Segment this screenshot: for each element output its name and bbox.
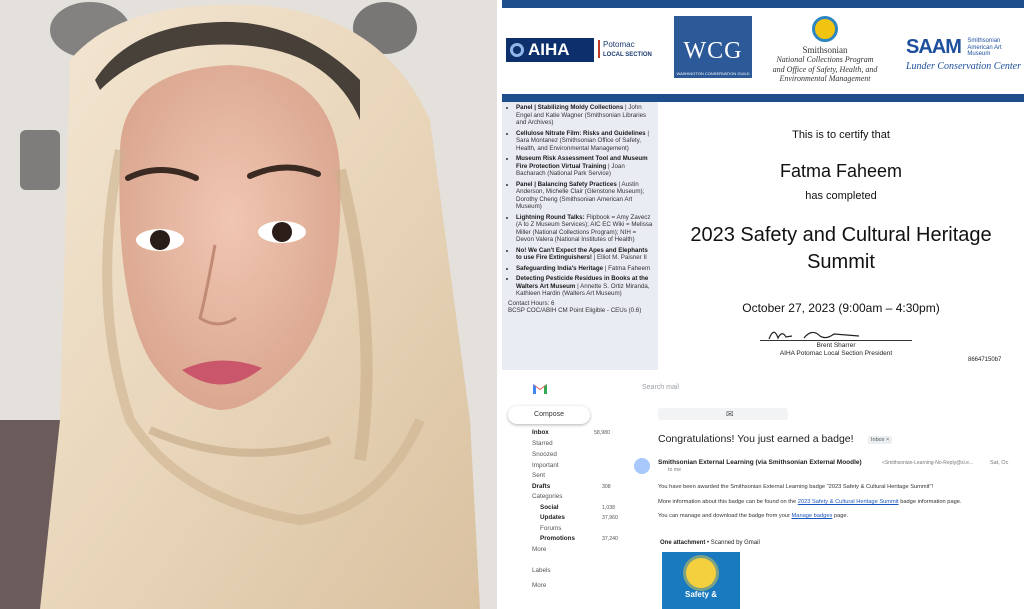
session-item	[516, 181, 654, 211]
nav-item-promotions[interactable]	[540, 535, 575, 542]
potomac-local-section-logo	[598, 40, 652, 60]
session-item	[516, 275, 654, 298]
session-title: Cellulose Nitrate Film: Risks and Guidelines	[516, 129, 646, 137]
certify-line: This is to certify that	[792, 129, 890, 141]
nav-item-starred[interactable]	[532, 440, 553, 447]
recipient-name: Fatma Faheem	[779, 161, 903, 181]
session-title: Panel | Balancing Safety Practices	[516, 180, 617, 188]
portrait-illustration	[0, 0, 497, 609]
badge-text: Safety &	[684, 590, 717, 599]
contact-hours: Contact Hours: 6	[508, 299, 555, 307]
session-list	[508, 104, 654, 298]
nav-item-label: More	[532, 546, 547, 553]
nav-item-label: Starred	[532, 440, 553, 447]
session-detail: Flipbook = Amy Zavecz (A to Z Museum Services); AIC EC Wiki = Melissa Miller (National Collections Program); NIH = Devon Valera (National Institutes of Health)	[516, 213, 653, 243]
session-item	[516, 214, 654, 244]
line2-prefix: More information about this badge can be found on the	[658, 499, 798, 505]
smithsonian-name: Smithsonian	[802, 45, 848, 55]
badge-sun-icon	[686, 558, 716, 588]
certificate-header-bar	[502, 94, 1024, 102]
saam-sub-1: Smithsonian	[967, 38, 1001, 44]
ceu-eligibility: BCSP COC/ABIH CM Point Eligible - CEUs (0.6)	[508, 307, 642, 314]
session-title: Panel | Stabilizing Moldy Collections	[516, 104, 624, 111]
nav-item-label: Important	[532, 462, 559, 469]
session-title: Safeguarding India's Heritage	[516, 264, 604, 272]
mail-toolbar	[658, 408, 788, 420]
potomac-bar-icon	[598, 40, 600, 58]
session-list-panel	[502, 102, 658, 370]
session-item	[516, 104, 654, 127]
certificate-top-bar	[502, 0, 1024, 8]
nav-item-count: 37,240	[602, 536, 618, 542]
saam-sub-2: American Art	[967, 44, 1002, 51]
session-detail: | Fatma Faheem	[603, 264, 651, 272]
line3-prefix: You can manage and download the badge from your	[658, 513, 792, 519]
recipient-to-me[interactable]: to me	[668, 467, 681, 473]
session-detail: | Austin Anderson, Michelle Clair (Glenstone Museum); Dorothy Cheng (Smithsonian American Art Museum)	[516, 180, 645, 210]
potomac-line-2: LOCAL SECTION	[603, 52, 652, 58]
email-body-line-1: You have been awarded the Smithsonian External Learning badge "2023 Safety & Cultural Heritage Summit"!	[658, 484, 934, 490]
email-subject: Congratulations! You just earned a badge!	[658, 433, 854, 445]
session-title: Museum Risk Assessment Tool and Museum Fire Protection Virtual Training	[516, 155, 648, 170]
nav-item-important[interactable]	[532, 462, 559, 469]
badge-attachment[interactable]	[662, 552, 740, 609]
email-body-line-3	[658, 513, 848, 519]
event-name: 2023 Safety and Cultural Heritage Summit	[690, 224, 992, 273]
certificate-number: 86647150b7	[968, 357, 1002, 363]
labels-heading: Labels	[532, 567, 551, 574]
nav-item-label: Updates	[540, 514, 565, 521]
saam-letters: SAAM	[906, 36, 961, 58]
session-title: Detecting Pesticide Residues in Books at the Walters Art Museum	[516, 275, 649, 290]
session-item	[516, 155, 654, 178]
smithsonian-program-2: and Office of Safety, Health, and	[772, 64, 878, 74]
nav-item-label: Drafts	[532, 483, 551, 490]
email-body-line-2	[658, 499, 962, 505]
nav-item-forums[interactable]	[540, 525, 561, 532]
attachment-scan-note: • Scanned by Gmail	[705, 540, 760, 546]
nav-item-updates[interactable]	[540, 514, 565, 521]
nav-item-sent[interactable]	[532, 472, 545, 479]
nav-item-count: 37,960	[602, 515, 618, 521]
session-detail: | Annette S. Ortiz Miranda, Kathleen Hardin (Walters Art Museum)	[516, 282, 650, 297]
lunder-center-name: Lunder Conservation Center	[906, 61, 1021, 72]
nav-item-inbox[interactable]	[532, 429, 549, 436]
nav-item-label: Promotions	[540, 535, 575, 542]
wcg-subtitle: WASHINGTON CONSERVATION GUILD	[676, 71, 750, 76]
certificate	[502, 0, 1024, 370]
nav-item-label: Inbox	[532, 429, 549, 436]
session-detail: | Joan Bacharach (National Park Service)	[516, 162, 625, 177]
session-detail: | John Engel and Katie Wagner (Smithsonian Libraries and Archives)	[516, 104, 647, 126]
sender-email: <Smithsonian-Learning-No-Reply@si.e...	[882, 460, 974, 466]
completed-line: has completed	[805, 190, 877, 202]
aiha-logo-text: AIHA	[528, 40, 570, 59]
attachment-header	[660, 540, 760, 546]
session-detail: | Elliot M. Paisner II	[591, 254, 647, 261]
attachment-title: One attachment	[660, 540, 706, 546]
signature-image	[764, 324, 864, 344]
session-item	[516, 130, 654, 153]
session-title: Lightning Round Talks:	[516, 213, 585, 221]
nav-item-label: Snoozed	[532, 451, 557, 458]
sender-avatar	[634, 458, 650, 474]
smithsonian-sun-icon	[812, 16, 838, 42]
saam-sub-3: Museum	[967, 51, 991, 57]
session-detail: | Sara Montanez (Smithsonian Office of Safety, Health, and Environmental Management)	[516, 129, 649, 152]
smithsonian-program-1: National Collections Program	[776, 55, 874, 64]
session-item	[516, 265, 654, 273]
nav-item-more[interactable]	[532, 546, 546, 553]
signer-name: Brent Sharrer	[816, 342, 856, 349]
potomac-line-1: Potomac	[603, 40, 635, 49]
gmail-logo-icon[interactable]	[532, 382, 548, 395]
nav-item-count: 58,980	[594, 430, 610, 436]
sent-date: Sat, Oc	[990, 460, 1009, 466]
compose-button[interactable]: Compose	[508, 406, 590, 424]
nav-item-label: Sent	[532, 472, 545, 479]
wcg-logo	[674, 16, 752, 78]
mail-icon[interactable]: ✉	[726, 409, 734, 419]
session-title: No! We Can't Expect the Apes and Elephants to use Fire Extinguishers!	[516, 246, 648, 261]
signature-line	[760, 340, 912, 341]
line3-suffix: page.	[832, 513, 849, 519]
sender-name: Smithsonian External Learning (via Smithsonian External Moodle)	[658, 459, 862, 466]
manage-badges-link[interactable]: Manage badges	[791, 513, 833, 519]
smithsonian-program-3: Environmental Management	[779, 74, 871, 83]
saam-logo	[906, 36, 1021, 72]
aiha-ring-icon	[510, 43, 524, 57]
nav-item-social[interactable]	[540, 504, 559, 511]
aiha-logo	[506, 38, 594, 62]
nav-item-drafts[interactable]	[532, 483, 550, 490]
nav-item-count: 1,038	[602, 505, 615, 511]
wcg-letters: WCG	[683, 38, 743, 64]
event-date: October 27, 2023 (9:00am – 4:30pm)	[742, 301, 940, 315]
nav-item-label: Categories	[532, 493, 563, 500]
search-mail-input[interactable]: Search mail	[642, 384, 679, 391]
nav-item-label: Social	[540, 504, 559, 511]
smithsonian-logo	[760, 16, 890, 84]
badge-info-link[interactable]: 2023 Safety & Cultural Heritage Summit	[797, 499, 899, 505]
nav-item-label: Forums	[540, 525, 562, 532]
line2-suffix: badge information page.	[898, 499, 962, 505]
nav-item-snoozed[interactable]	[532, 451, 557, 458]
nav-item-count: 308	[602, 484, 611, 490]
portrait-photo	[0, 0, 497, 609]
signer-title: AIHA Potomac Local Section President	[779, 350, 893, 357]
gmail-window	[502, 372, 1024, 609]
labels-more[interactable]: More	[532, 582, 547, 589]
inbox-label-chip[interactable]: Inbox ×	[868, 436, 892, 444]
signer-block	[760, 342, 912, 358]
saam-subtitle	[967, 38, 1001, 58]
session-item	[516, 247, 654, 262]
nav-item-categories[interactable]	[532, 493, 562, 500]
